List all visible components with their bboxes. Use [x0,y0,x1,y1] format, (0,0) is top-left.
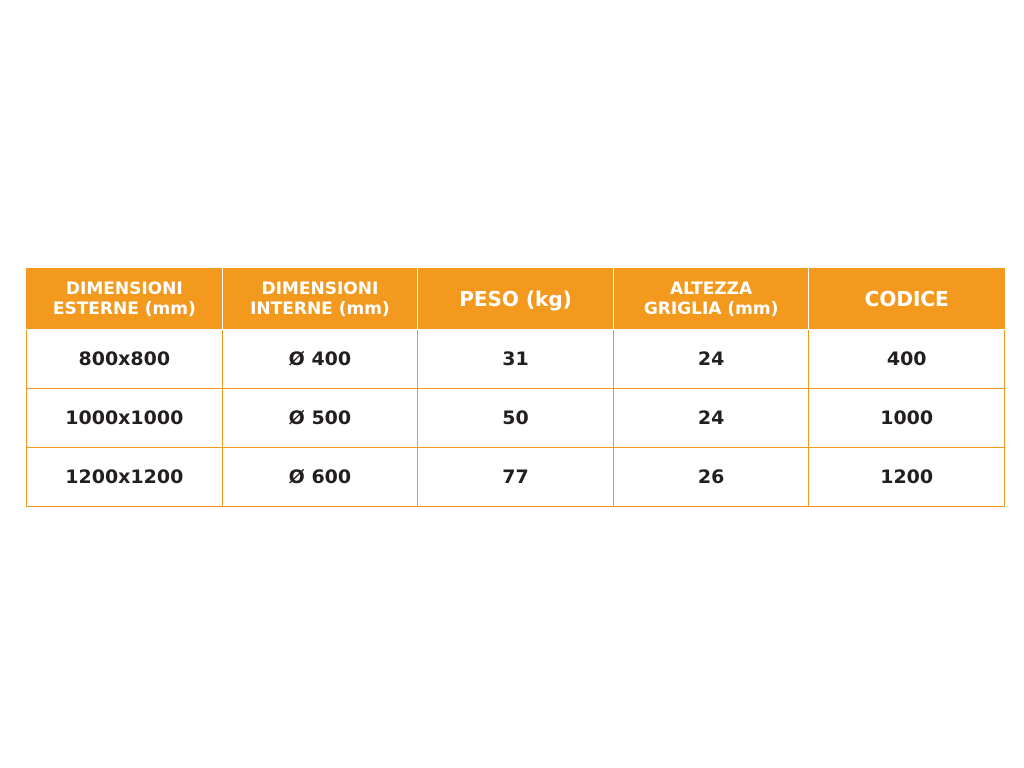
cell-code: 400 [809,330,1005,389]
cell-internal-dimensions: Ø 500 [222,389,418,448]
cell-internal-dimensions: Ø 600 [222,448,418,507]
cell-code: 1000 [809,389,1005,448]
cell-grid-height: 24 [613,389,809,448]
table-row [27,330,1005,389]
cell-grid-height: 26 [613,448,809,507]
header-line: CODICE [864,287,949,311]
cell-weight: 77 [418,448,614,507]
header-code [809,269,1005,330]
header-grid-height [613,269,809,330]
header-external-dimensions [27,269,223,330]
header-line: ALTEZZA [669,279,753,299]
spec-table [26,268,1005,507]
table-body [27,330,1005,507]
header-internal-dimensions [222,269,418,330]
table-row [27,389,1005,448]
header-line: PESO (kg) [459,287,572,311]
header-weight [418,269,614,330]
header-line: DIMENSIONI [261,279,379,299]
cell-internal-dimensions: Ø 400 [222,330,418,389]
header-row [27,269,1005,330]
header-line: ESTERNE (mm) [52,299,196,319]
cell-grid-height: 24 [613,330,809,389]
cell-external-dimensions: 800x800 [27,330,223,389]
table-row [27,448,1005,507]
cell-external-dimensions: 1000x1000 [27,389,223,448]
cell-external-dimensions: 1200x1200 [27,448,223,507]
header-line: GRIGLIA (mm) [643,299,779,319]
header-line: DIMENSIONI [65,279,183,299]
cell-weight: 31 [418,330,614,389]
header-line: INTERNE (mm) [250,299,390,319]
table-header [27,269,1005,330]
cell-weight: 50 [418,389,614,448]
cell-code: 1200 [809,448,1005,507]
